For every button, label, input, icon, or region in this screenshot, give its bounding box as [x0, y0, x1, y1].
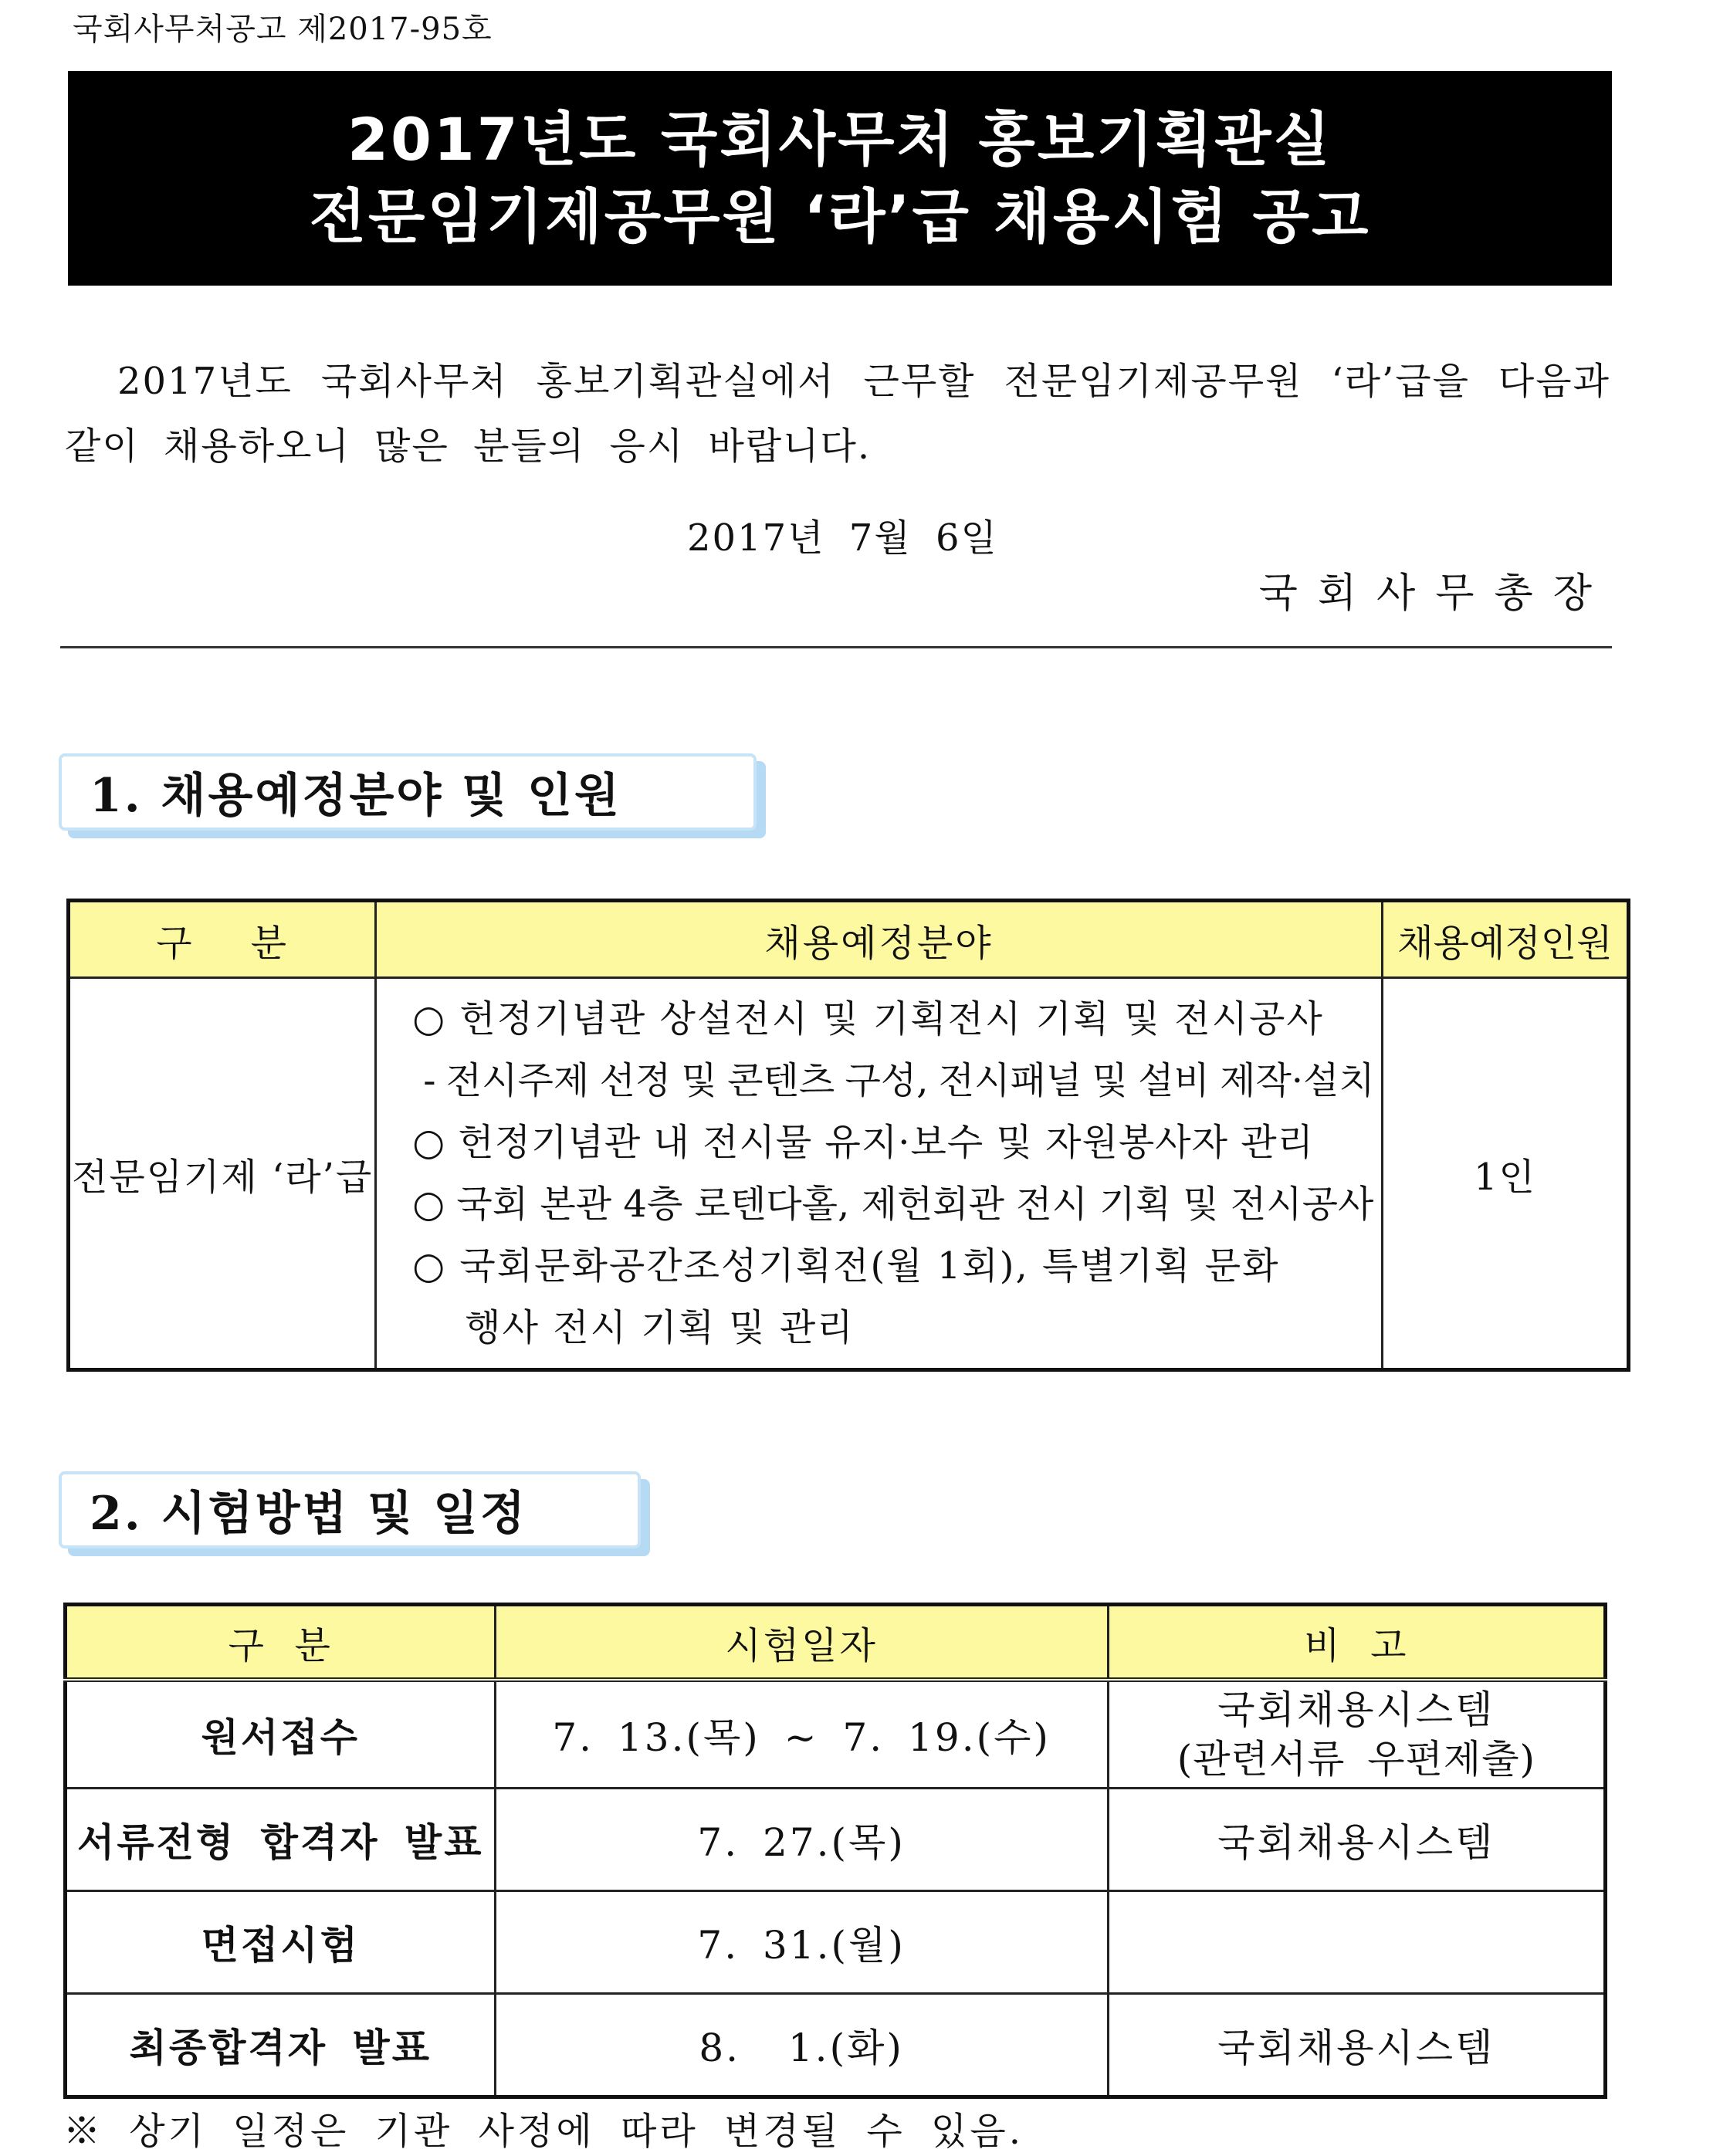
- schedule-table: [63, 1603, 1607, 2099]
- title-line-2: 전문임기제공무원 ‘라’급 채용시험 공고: [309, 182, 1371, 251]
- table-row: [66, 1789, 1606, 1891]
- remarks-line: (관련서류 우편제출): [1177, 1737, 1536, 1782]
- divider: [60, 646, 1612, 648]
- stage-date: 7. 27.(목): [495, 1789, 1108, 1891]
- intro-paragraph: 2017년도 국회사무처 홍보기획관실에서 근무할 전문임기제공무원 ‘라’급을 다음과 같이 채용하오니 많은 분들의 응시 바랍니다.: [65, 360, 1610, 468]
- table-row: [66, 1891, 1606, 1994]
- stage-name: 서류전형 합격자 발표: [66, 1789, 496, 1891]
- list-item: - 전시주제 선정 및 콘텐츠 구성, 전시패널 및 설비 제작·설치: [423, 1059, 1375, 1102]
- remarks-line: 국회채용시스템: [1217, 1687, 1495, 1732]
- position-category: 전문임기제 ‘라’급: [69, 978, 376, 1370]
- announcement-date: 2017년 7월 6일: [687, 516, 998, 560]
- title-banner: [68, 71, 1612, 286]
- table-row: [66, 1680, 1606, 1789]
- field-list: [376, 978, 1383, 1370]
- stage-date: 7. 31.(월): [495, 1891, 1108, 1994]
- table-row: [69, 978, 1629, 1370]
- recruitment-field-table: [66, 899, 1630, 1372]
- list-item: ○ 국회문화공간조성기획전(월 1회), 특별기획 문화: [412, 1244, 1280, 1288]
- notice-number: 국회사무처공고 제2017-95호: [73, 12, 493, 47]
- list-item: 행사 전시 기획 및 관리: [465, 1306, 855, 1349]
- stage-date: 8. 1.(화): [495, 1994, 1108, 2097]
- title-line-1: 2017년도 국회사무처 홍보기획관실: [347, 105, 1332, 174]
- stage-name: 원서접수: [66, 1680, 496, 1789]
- stage-remarks: [1108, 1891, 1605, 1994]
- list-item: ○ 헌정기념관 상설전시 및 기획전시 기획 및 전시공사: [412, 997, 1324, 1041]
- header-category: 구 분: [69, 901, 376, 978]
- table-row: [66, 1994, 1606, 2097]
- header-category: 구 분: [66, 1605, 496, 1680]
- header-count: 채용예정인원: [1382, 901, 1628, 978]
- list-item: ○ 헌정기념관 내 전시물 유지·보수 및 자원봉사자 관리: [412, 1121, 1314, 1164]
- section-1-heading: 1. 채용예정분야 및 인원: [59, 753, 757, 831]
- headcount: 1인: [1382, 978, 1628, 1370]
- table-header-row: [66, 1605, 1606, 1680]
- table-header-row: [69, 901, 1629, 978]
- signer: 국회사무총장: [1258, 570, 1612, 617]
- header-remarks: 비 고: [1108, 1605, 1605, 1680]
- stage-name: 최종합격자 발표: [66, 1994, 496, 2097]
- stage-date: 7. 13.(목) ~ 7. 19.(수): [495, 1680, 1108, 1789]
- list-item: ○ 국회 본관 4층 로텐다홀, 제헌회관 전시 기획 및 전시공사: [412, 1183, 1374, 1226]
- stage-remarks: 국회채용시스템: [1108, 1789, 1605, 1891]
- header-field: 채용예정분야: [376, 901, 1383, 978]
- section-2-heading: 2. 시험방법 및 일정: [59, 1471, 641, 1548]
- header-date: 시험일자: [495, 1605, 1108, 1680]
- stage-remarks: 국회채용시스템: [1108, 1994, 1605, 2097]
- stage-name: 면접시험: [66, 1891, 496, 1994]
- schedule-note: ※ 상기 일정은 기관 사정에 따라 변경될 수 있음.: [63, 2110, 1024, 2153]
- stage-remarks: [1108, 1680, 1605, 1789]
